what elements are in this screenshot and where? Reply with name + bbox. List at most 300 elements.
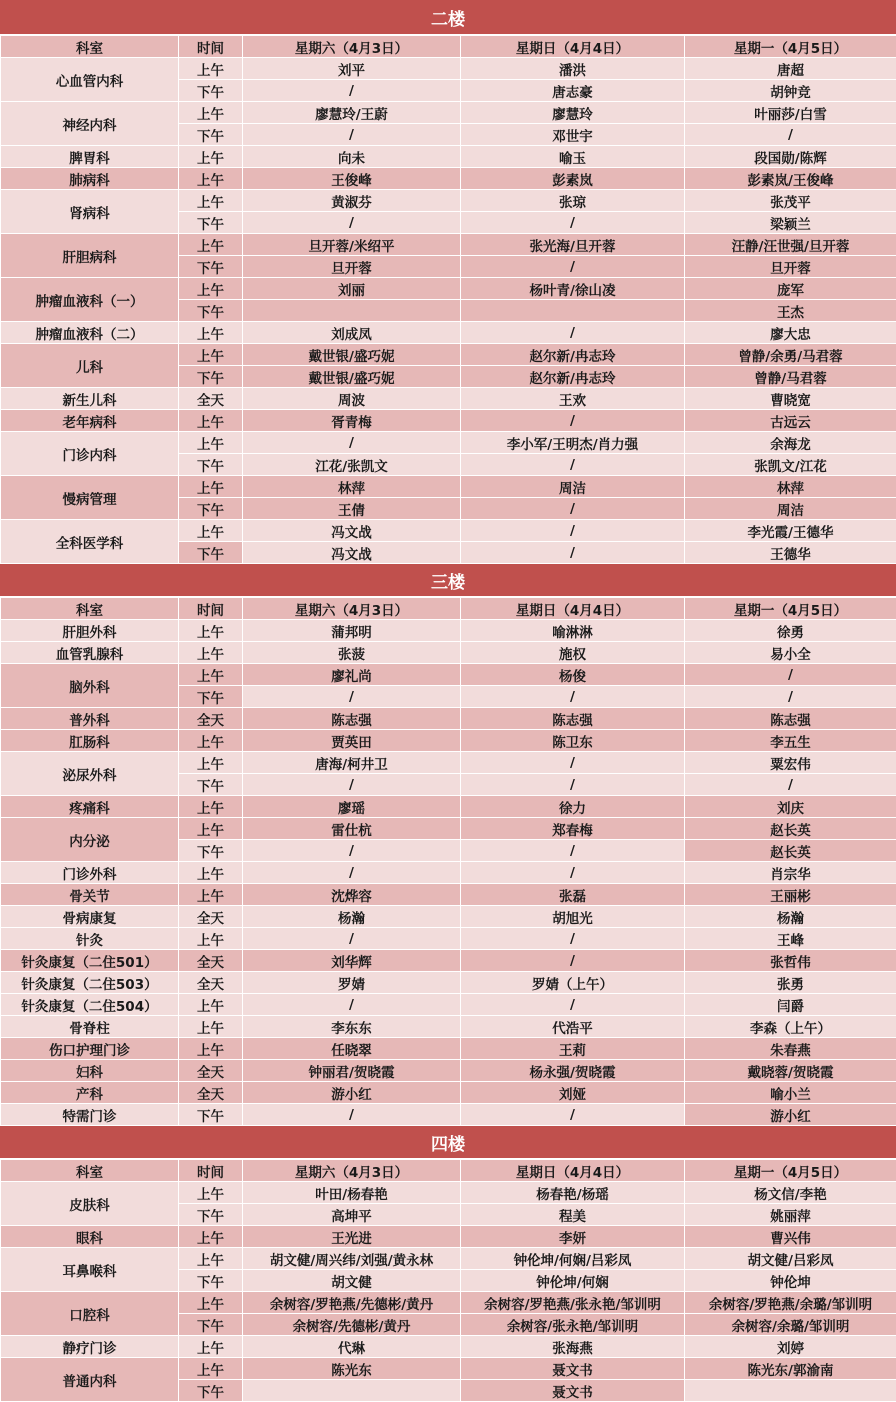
doctor-cell: 罗婧	[243, 972, 461, 994]
doctor-cell: 余树容/罗艳燕/张永艳/邹训明	[461, 1292, 685, 1314]
session-cell: 上午	[179, 322, 243, 344]
doctor-cell: /	[243, 862, 461, 884]
department-cell: 眼科	[1, 1226, 179, 1248]
doctor-cell: 周洁	[685, 498, 896, 520]
doctor-cell: 林萍	[685, 476, 896, 498]
doctor-cell: 张哲伟	[685, 950, 896, 972]
doctor-cell: 叶丽莎/白雪	[685, 102, 896, 124]
doctor-cell: /	[461, 520, 685, 542]
doctor-cell: 陈志强	[685, 708, 896, 730]
doctor-cell: 胡旭光	[461, 906, 685, 928]
department-cell: 肿瘤血液科（二）	[1, 322, 179, 344]
doctor-cell: 高坤平	[243, 1204, 461, 1226]
table-row	[1, 730, 896, 752]
header-cell: 星期六（4月3日）	[243, 1160, 461, 1182]
department-cell: 肛肠科	[1, 730, 179, 752]
session-cell: 下午	[179, 1204, 243, 1226]
table-row	[1, 950, 896, 972]
table-row	[1, 344, 896, 366]
session-cell: 上午	[179, 928, 243, 950]
doctor-cell: /	[243, 80, 461, 102]
department-cell: 骨脊柱	[1, 1016, 179, 1038]
department-cell: 针灸康复（二住504）	[1, 994, 179, 1016]
session-cell: 上午	[179, 818, 243, 840]
session-cell: 上午	[179, 642, 243, 664]
department-cell: 妇科	[1, 1060, 179, 1082]
session-cell: 上午	[179, 168, 243, 190]
doctor-cell: 喻小兰	[685, 1082, 896, 1104]
doctor-cell: 彭素岚/王俊峰	[685, 168, 896, 190]
session-cell: 上午	[179, 520, 243, 542]
doctor-cell: /	[461, 322, 685, 344]
session-cell: 上午	[179, 234, 243, 256]
doctor-cell: 黄淑芬	[243, 190, 461, 212]
header-cell: 科室	[1, 36, 179, 58]
session-cell: 下午	[179, 774, 243, 796]
doctor-cell: 肖宗华	[685, 862, 896, 884]
doctor-cell: 曾静/余勇/马君蓉	[685, 344, 896, 366]
doctor-cell: 潘洪	[461, 58, 685, 80]
doctor-cell: 王光进	[243, 1226, 461, 1248]
doctor-cell: 张光海/旦开蓉	[461, 234, 685, 256]
doctor-cell: /	[461, 686, 685, 708]
session-cell: 全天	[179, 1060, 243, 1082]
table-row	[1, 796, 896, 818]
doctor-cell: 代琳	[243, 1336, 461, 1358]
doctor-cell: 曾静/马君蓉	[685, 366, 896, 388]
doctor-cell: /	[685, 124, 896, 146]
doctor-cell: 钟伦坤/何娴/吕彩凤	[461, 1248, 685, 1270]
doctor-cell: 廖慧玲	[461, 102, 685, 124]
doctor-cell: 廖大忠	[685, 322, 896, 344]
doctor-cell: 聂文书	[461, 1380, 685, 1402]
session-cell: 全天	[179, 972, 243, 994]
department-cell: 疼痛科	[1, 796, 179, 818]
session-cell: 下午	[179, 1380, 243, 1402]
table-row	[1, 410, 896, 432]
doctor-cell: 刘庆	[685, 796, 896, 818]
session-cell: 下午	[179, 840, 243, 862]
department-cell: 新生儿科	[1, 388, 179, 410]
doctor-cell: 廖礼尚	[243, 664, 461, 686]
doctor-cell: 王莉	[461, 1038, 685, 1060]
doctor-cell: 刘婷	[685, 1336, 896, 1358]
doctor-cell: 庞军	[685, 278, 896, 300]
doctor-cell: 旦开蓉/米绍平	[243, 234, 461, 256]
table-row	[1, 1248, 896, 1270]
doctor-cell: 喻玉	[461, 146, 685, 168]
floor-banner: 三楼	[0, 564, 896, 597]
session-cell: 上午	[179, 1038, 243, 1060]
doctor-cell: 周波	[243, 388, 461, 410]
doctor-cell: 贾英田	[243, 730, 461, 752]
department-cell: 门诊外科	[1, 862, 179, 884]
department-cell: 全科医学科	[1, 520, 179, 564]
doctor-cell: 叶田/杨春艳	[243, 1182, 461, 1204]
session-cell: 上午	[179, 1358, 243, 1380]
doctor-cell: /	[461, 1104, 685, 1126]
doctor-cell: /	[243, 686, 461, 708]
doctor-cell: /	[461, 752, 685, 774]
floor-table	[0, 35, 896, 564]
doctor-cell: /	[461, 542, 685, 564]
department-cell: 肾病科	[1, 190, 179, 234]
doctor-cell	[461, 300, 685, 322]
department-cell: 儿科	[1, 344, 179, 388]
doctor-cell: 易小全	[685, 642, 896, 664]
table-row	[1, 1358, 896, 1380]
session-cell: 上午	[179, 102, 243, 124]
header-cell: 星期六（4月3日）	[243, 36, 461, 58]
doctor-cell: 段国勋/陈辉	[685, 146, 896, 168]
doctor-cell: 李光霞/王德华	[685, 520, 896, 542]
session-cell: 上午	[179, 278, 243, 300]
doctor-cell: 刘平	[243, 58, 461, 80]
department-cell: 特需门诊	[1, 1104, 179, 1126]
session-cell: 全天	[179, 1082, 243, 1104]
doctor-cell: /	[243, 212, 461, 234]
doctor-cell: 戴世银/盛巧妮	[243, 344, 461, 366]
table-row	[1, 1060, 896, 1082]
header-row	[1, 36, 896, 58]
doctor-cell: 游小红	[243, 1082, 461, 1104]
doctor-cell: 梁颖兰	[685, 212, 896, 234]
table-row	[1, 388, 896, 410]
table-row	[1, 1038, 896, 1060]
table-row	[1, 146, 896, 168]
doctor-cell: /	[685, 686, 896, 708]
doctor-cell: 罗婧（上午）	[461, 972, 685, 994]
table-row	[1, 642, 896, 664]
doctor-cell: 林萍	[243, 476, 461, 498]
doctor-cell: 杨文信/李艳	[685, 1182, 896, 1204]
doctor-cell: /	[243, 840, 461, 862]
session-cell: 上午	[179, 994, 243, 1016]
session-cell: 全天	[179, 388, 243, 410]
session-cell: 上午	[179, 146, 243, 168]
doctor-cell: 王俊峰	[243, 168, 461, 190]
doctor-cell: 蒲邦明	[243, 620, 461, 642]
session-cell: 下午	[179, 1104, 243, 1126]
table-row	[1, 234, 896, 256]
floor-banner: 二楼	[0, 0, 896, 35]
doctor-cell: 旦开蓉	[243, 256, 461, 278]
doctor-cell: 唐海/柯井卫	[243, 752, 461, 774]
doctor-cell: /	[461, 950, 685, 972]
doctor-cell: 刘成凤	[243, 322, 461, 344]
doctor-cell: 王杰	[685, 300, 896, 322]
doctor-cell: /	[461, 410, 685, 432]
session-cell: 上午	[179, 476, 243, 498]
doctor-cell: 任晓翠	[243, 1038, 461, 1060]
doctor-cell: /	[685, 664, 896, 686]
header-cell: 科室	[1, 1160, 179, 1182]
department-cell: 产科	[1, 1082, 179, 1104]
department-cell: 静疗门诊	[1, 1336, 179, 1358]
department-cell: 针灸	[1, 928, 179, 950]
doctor-cell: 唐志豪	[461, 80, 685, 102]
table-row	[1, 476, 896, 498]
doctor-cell: 徐力	[461, 796, 685, 818]
department-cell: 老年病科	[1, 410, 179, 432]
session-cell: 下午	[179, 124, 243, 146]
header-cell: 星期日（4月4日）	[461, 598, 685, 620]
doctor-cell	[243, 1380, 461, 1402]
doctor-cell: 张茂平	[685, 190, 896, 212]
table-row	[1, 1016, 896, 1038]
table-row	[1, 1082, 896, 1104]
doctor-cell: 杨永强/贺晓霞	[461, 1060, 685, 1082]
doctor-cell: 张菠	[243, 642, 461, 664]
doctor-cell: 廖慧玲/王蔚	[243, 102, 461, 124]
doctor-cell: 李小军/王明杰/肖力强	[461, 432, 685, 454]
session-cell: 上午	[179, 432, 243, 454]
table-row	[1, 1226, 896, 1248]
doctor-cell: 杨瀚	[243, 906, 461, 928]
table-row	[1, 58, 896, 80]
department-cell: 门诊内科	[1, 432, 179, 476]
department-cell: 骨关节	[1, 884, 179, 906]
doctor-cell: 杨叶青/徐山凌	[461, 278, 685, 300]
session-cell: 上午	[179, 190, 243, 212]
doctor-cell: /	[461, 862, 685, 884]
doctor-cell: 施权	[461, 642, 685, 664]
doctor-cell: /	[243, 994, 461, 1016]
department-cell: 神经内科	[1, 102, 179, 146]
doctor-cell: /	[243, 432, 461, 454]
table-row	[1, 884, 896, 906]
department-cell: 心血管内科	[1, 58, 179, 102]
doctor-cell: 江花/张凯文	[243, 454, 461, 476]
session-cell: 上午	[179, 410, 243, 432]
doctor-cell: 陈志强	[461, 708, 685, 730]
doctor-cell: 胥青梅	[243, 410, 461, 432]
doctor-cell: /	[461, 454, 685, 476]
doctor-cell: 钟伦坤/何娴	[461, 1270, 685, 1292]
session-cell: 上午	[179, 1336, 243, 1358]
session-cell: 下午	[179, 542, 243, 564]
doctor-cell: 粟宏伟	[685, 752, 896, 774]
doctor-cell: 雷仕杭	[243, 818, 461, 840]
session-cell: 上午	[179, 344, 243, 366]
table-row	[1, 322, 896, 344]
department-cell: 针灸康复（二住503）	[1, 972, 179, 994]
table-row	[1, 1104, 896, 1126]
doctor-cell: 张海燕	[461, 1336, 685, 1358]
doctor-cell: 余海龙	[685, 432, 896, 454]
session-cell: 下午	[179, 498, 243, 520]
department-cell: 皮肤科	[1, 1182, 179, 1226]
table-row	[1, 818, 896, 840]
department-cell: 脑外科	[1, 664, 179, 708]
session-cell: 下午	[179, 212, 243, 234]
doctor-cell: /	[461, 928, 685, 950]
doctor-cell: 邓世宇	[461, 124, 685, 146]
doctor-cell: /	[461, 774, 685, 796]
doctor-cell: 王欢	[461, 388, 685, 410]
table-row	[1, 664, 896, 686]
doctor-cell: 钟丽君/贺晓霞	[243, 1060, 461, 1082]
header-row	[1, 1160, 896, 1182]
doctor-cell: /	[461, 212, 685, 234]
doctor-cell: /	[461, 498, 685, 520]
table-row	[1, 190, 896, 212]
session-cell: 上午	[179, 58, 243, 80]
header-cell: 星期日（4月4日）	[461, 36, 685, 58]
doctor-cell: /	[243, 124, 461, 146]
doctor-cell: 沈烨容	[243, 884, 461, 906]
doctor-cell: 张勇	[685, 972, 896, 994]
doctor-cell	[685, 1380, 896, 1402]
doctor-cell: 胡钟竞	[685, 80, 896, 102]
session-cell: 全天	[179, 950, 243, 972]
table-row	[1, 862, 896, 884]
department-cell: 脾胃科	[1, 146, 179, 168]
table-row	[1, 1182, 896, 1204]
doctor-cell: 赵尔新/冉志玲	[461, 366, 685, 388]
table-row	[1, 278, 896, 300]
session-cell: 下午	[179, 454, 243, 476]
doctor-cell: 胡文健/周兴纬/刘强/黄永林	[243, 1248, 461, 1270]
doctor-cell: 刘娅	[461, 1082, 685, 1104]
doctor-cell: 冯文战	[243, 542, 461, 564]
header-cell: 时间	[179, 36, 243, 58]
doctor-cell: 朱春燕	[685, 1038, 896, 1060]
doctor-cell: 陈光东/郭渝南	[685, 1358, 896, 1380]
floor-table	[0, 597, 896, 1126]
session-cell: 上午	[179, 620, 243, 642]
doctor-cell: 汪静/汪世强/旦开蓉	[685, 234, 896, 256]
doctor-cell: 陈光东	[243, 1358, 461, 1380]
session-cell: 上午	[179, 796, 243, 818]
session-cell: 上午	[179, 1292, 243, 1314]
table-row	[1, 1336, 896, 1358]
doctor-cell: 冯文战	[243, 520, 461, 542]
table-row	[1, 994, 896, 1016]
table-row	[1, 432, 896, 454]
doctor-cell: 代浩平	[461, 1016, 685, 1038]
doctor-cell: 张磊	[461, 884, 685, 906]
doctor-cell: 刘丽	[243, 278, 461, 300]
session-cell: 下午	[179, 1314, 243, 1336]
department-cell: 普外科	[1, 708, 179, 730]
doctor-cell: /	[685, 774, 896, 796]
doctor-cell: 曹兴伟	[685, 1226, 896, 1248]
session-cell: 上午	[179, 1248, 243, 1270]
session-cell: 下午	[179, 366, 243, 388]
doctor-cell: /	[243, 1104, 461, 1126]
department-cell: 慢病管理	[1, 476, 179, 520]
doctor-cell: 喻淋淋	[461, 620, 685, 642]
doctor-cell: 姚丽萍	[685, 1204, 896, 1226]
doctor-cell: /	[243, 928, 461, 950]
doctor-cell: 杨春艳/杨瑶	[461, 1182, 685, 1204]
doctor-cell: 杨瀚	[685, 906, 896, 928]
department-cell: 口腔科	[1, 1292, 179, 1336]
doctor-cell: 杨俊	[461, 664, 685, 686]
doctor-cell: 戴世银/盛巧妮	[243, 366, 461, 388]
doctor-cell: 戴晓蓉/贺晓霞	[685, 1060, 896, 1082]
header-cell: 星期一（4月5日）	[685, 598, 896, 620]
header-cell: 星期一（4月5日）	[685, 36, 896, 58]
floor-banner: 四楼	[0, 1126, 896, 1159]
doctor-cell: 余树容/先德彬/黄丹	[243, 1314, 461, 1336]
session-cell: 全天	[179, 708, 243, 730]
table-row	[1, 972, 896, 994]
doctor-cell: /	[243, 774, 461, 796]
doctor-cell: 古远云	[685, 410, 896, 432]
doctor-cell: 旦开蓉	[685, 256, 896, 278]
doctor-cell: 程美	[461, 1204, 685, 1226]
doctor-cell: 曹晓宽	[685, 388, 896, 410]
table-row	[1, 520, 896, 542]
department-cell: 耳鼻喉科	[1, 1248, 179, 1292]
table-row	[1, 752, 896, 774]
session-cell: 全天	[179, 906, 243, 928]
session-cell: 上午	[179, 752, 243, 774]
doctor-cell: 刘华辉	[243, 950, 461, 972]
department-cell: 肺病科	[1, 168, 179, 190]
department-cell: 肿瘤血液科（一）	[1, 278, 179, 322]
doctor-cell: 张琼	[461, 190, 685, 212]
doctor-cell: 陈志强	[243, 708, 461, 730]
department-cell: 伤口护理门诊	[1, 1038, 179, 1060]
doctor-cell: 余树容/张永艳/邹训明	[461, 1314, 685, 1336]
session-cell: 上午	[179, 884, 243, 906]
doctor-cell: /	[461, 840, 685, 862]
header-cell: 星期日（4月4日）	[461, 1160, 685, 1182]
doctor-cell: 廖瑶	[243, 796, 461, 818]
session-cell: 上午	[179, 1016, 243, 1038]
doctor-cell: 彭素岚	[461, 168, 685, 190]
doctor-cell: 余树容/余璐/邹训明	[685, 1314, 896, 1336]
session-cell: 下午	[179, 80, 243, 102]
doctor-cell: 赵长英	[685, 840, 896, 862]
doctor-cell: 王丽彬	[685, 884, 896, 906]
header-cell: 星期六（4月3日）	[243, 598, 461, 620]
doctor-cell	[243, 300, 461, 322]
table-row	[1, 168, 896, 190]
doctor-cell: 郑春梅	[461, 818, 685, 840]
session-cell: 上午	[179, 862, 243, 884]
doctor-cell: 聂文书	[461, 1358, 685, 1380]
session-cell: 上午	[179, 1226, 243, 1248]
header-cell: 科室	[1, 598, 179, 620]
header-row	[1, 598, 896, 620]
doctor-cell: 张凯文/江花	[685, 454, 896, 476]
doctor-cell: 余树容/罗艳燕/先德彬/黄丹	[243, 1292, 461, 1314]
session-cell: 下午	[179, 256, 243, 278]
doctor-cell: 王倩	[243, 498, 461, 520]
doctor-cell: 王峰	[685, 928, 896, 950]
doctor-cell: 闫爵	[685, 994, 896, 1016]
header-cell: 时间	[179, 1160, 243, 1182]
session-cell: 上午	[179, 1182, 243, 1204]
session-cell: 上午	[179, 664, 243, 686]
session-cell: 上午	[179, 730, 243, 752]
session-cell: 下午	[179, 300, 243, 322]
doctor-cell: 向未	[243, 146, 461, 168]
doctor-cell: 周洁	[461, 476, 685, 498]
department-cell: 普通内科	[1, 1358, 179, 1402]
department-cell: 肝胆病科	[1, 234, 179, 278]
table-row	[1, 620, 896, 642]
department-cell: 内分泌	[1, 818, 179, 862]
header-cell: 星期一（4月5日）	[685, 1160, 896, 1182]
doctor-cell: 余树容/罗艳燕/余璐/邹训明	[685, 1292, 896, 1314]
doctor-cell: 唐超	[685, 58, 896, 80]
table-row	[1, 708, 896, 730]
